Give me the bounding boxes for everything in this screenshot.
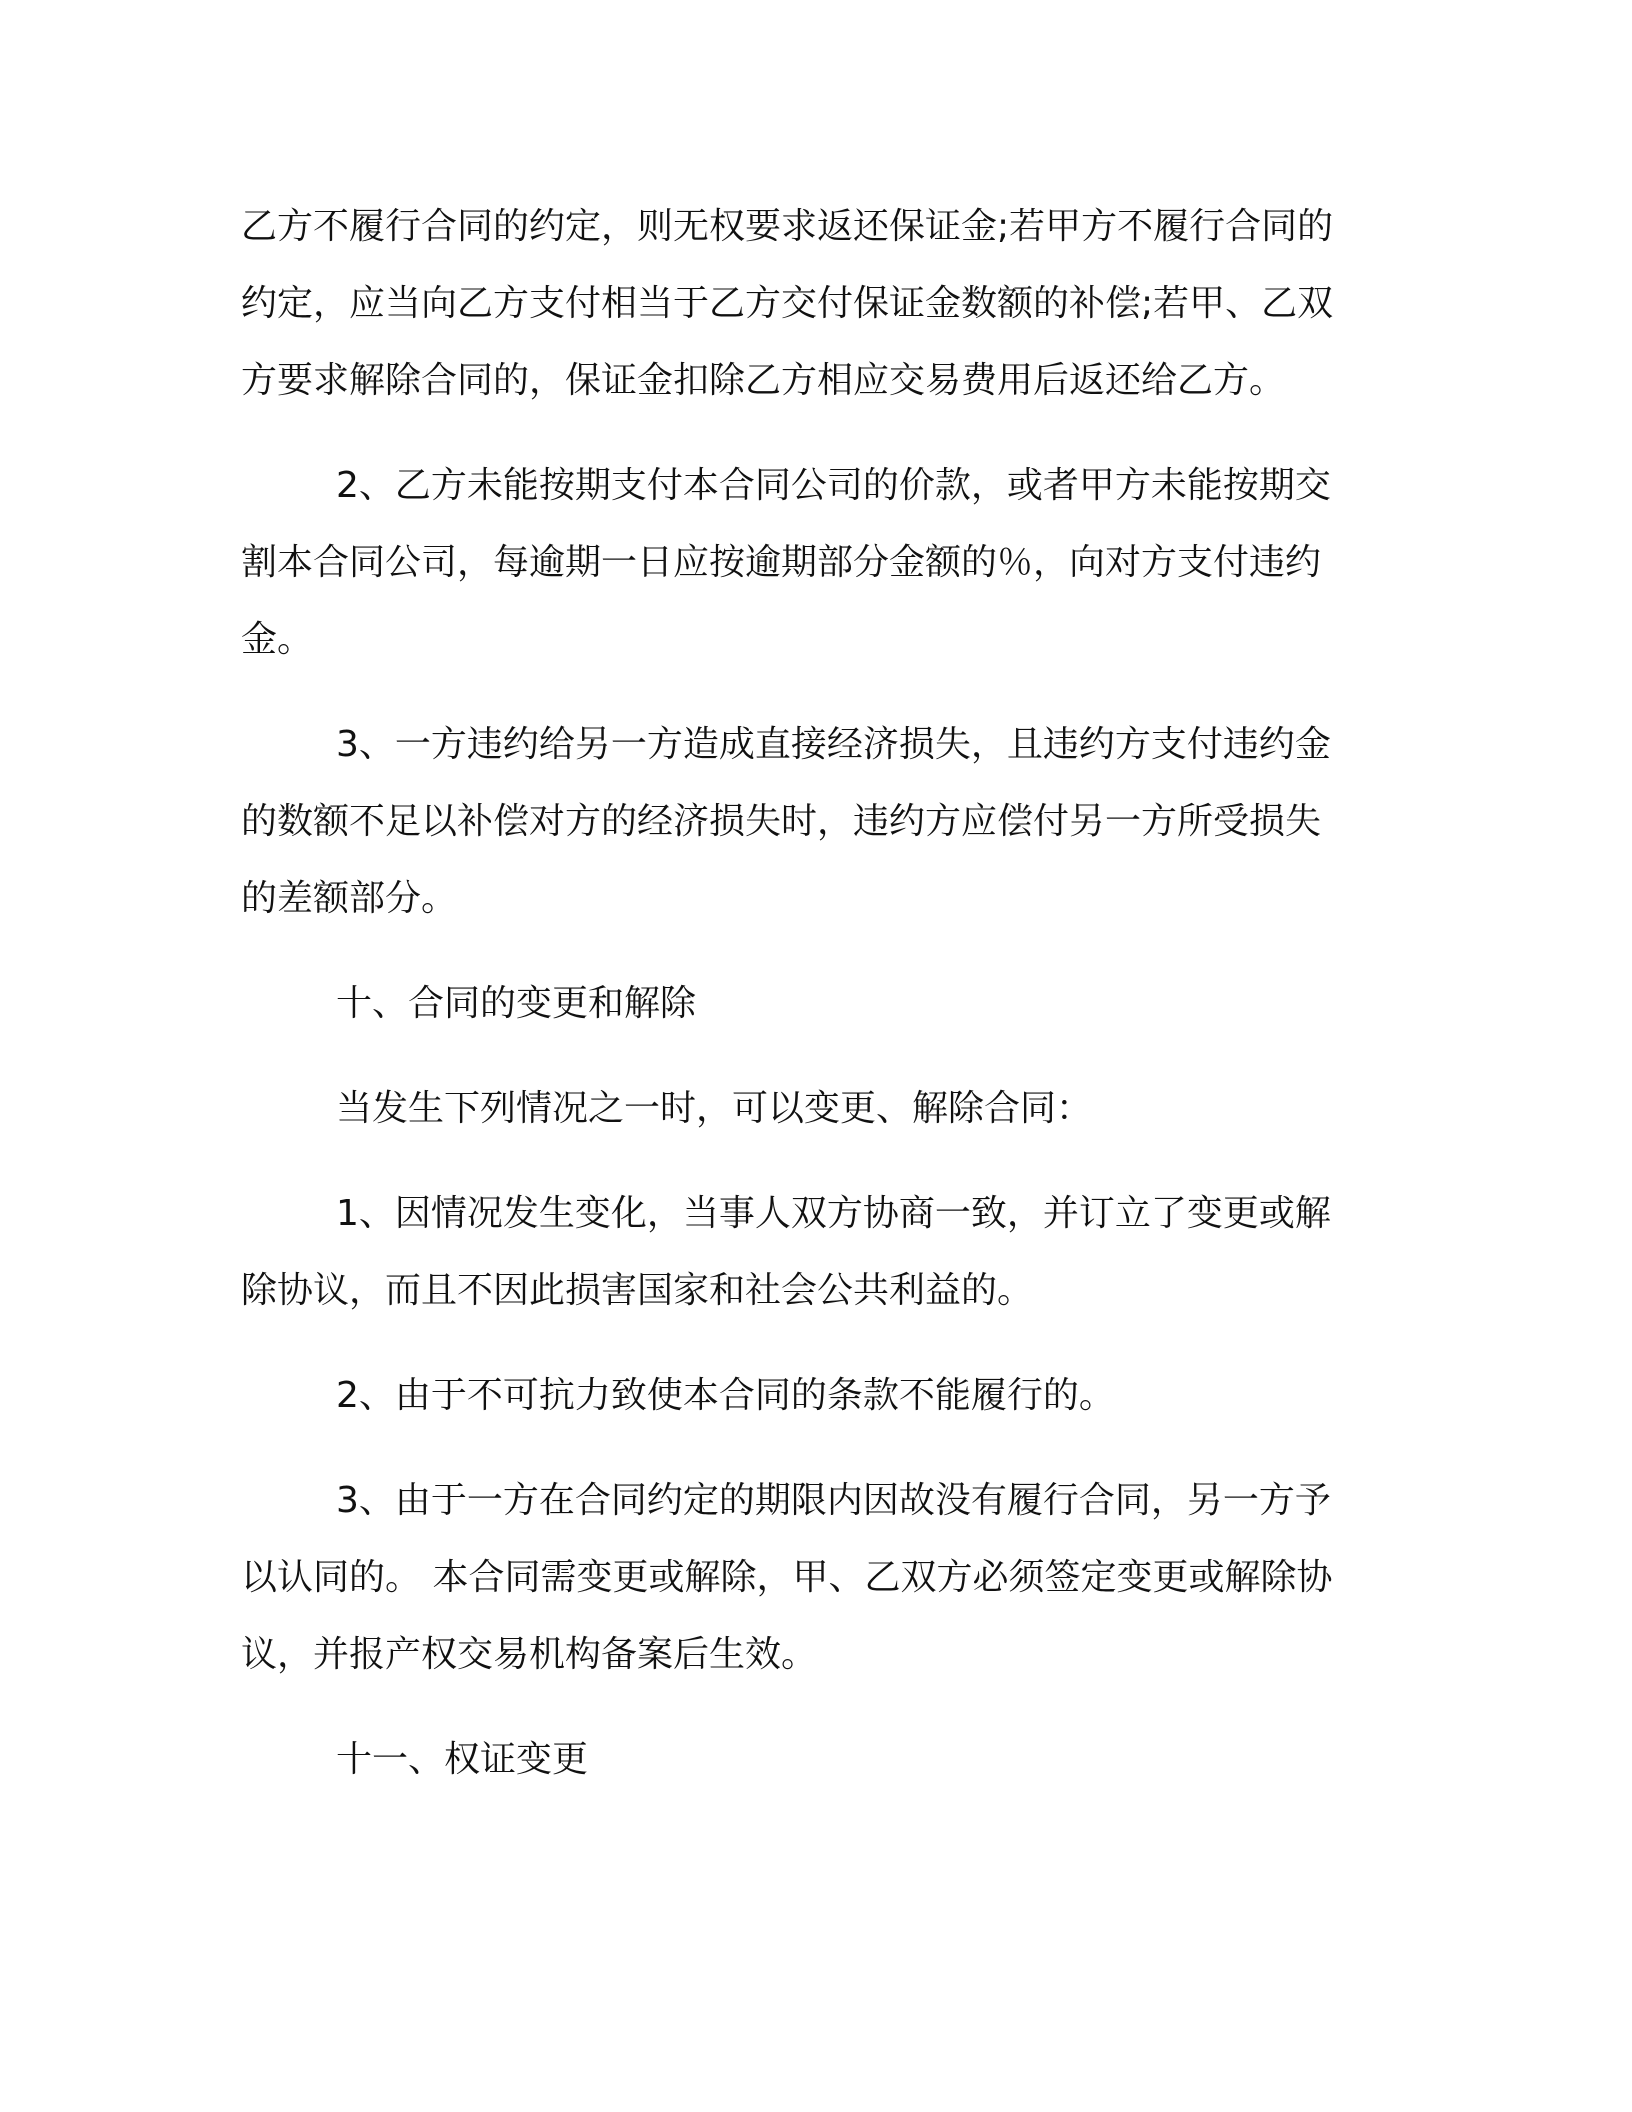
section-heading-contract-change (241, 965, 1371, 1042)
text-line: 2、由于不可抗力致使本合同的条款不能履行的。 (336, 1375, 1115, 1416)
text-line: 1、因情况发生变化，当事人双方协商一致，并订立了变更或解 (336, 1193, 1331, 1234)
text-line: 的差额部分。 (241, 878, 458, 919)
text-line: 方要求解除合同的，保证金扣除乙方相应交易费用后返还给乙方。 (241, 360, 1286, 401)
section-heading-title-change (241, 1721, 1371, 1798)
text-line: 2、乙方未能按期支付本合同公司的价款，或者甲方未能按期交 (336, 465, 1331, 506)
paragraph-change-conditions (241, 1070, 1371, 1147)
text-line: 3、由于一方在合同约定的期限内因故没有履行合同，另一方予 (336, 1480, 1331, 1521)
paragraph-deposit-terms (241, 188, 1371, 419)
text-line: 割本合同公司，每逾期一日应按逾期部分金额的％，向对方支付违约 (241, 542, 1322, 583)
section-heading: 十、合同的变更和解除 (336, 983, 697, 1024)
paragraph-condition-2 (241, 1357, 1371, 1434)
paragraph-condition-1 (241, 1175, 1371, 1329)
text-line: 除协议，而且不因此损害国家和社会公共利益的。 (241, 1270, 1034, 1311)
paragraph-condition-3 (241, 1462, 1371, 1693)
paragraph-economic-loss (241, 706, 1371, 937)
document-body (241, 188, 1371, 1798)
text-line: 乙方不履行合同的约定，则无权要求返还保证金;若甲方不履行合同的 (241, 206, 1334, 247)
section-heading: 十一、权证变更 (336, 1739, 589, 1780)
text-line: 的数额不足以补偿对方的经济损失时，违约方应偿付另一方所受损失 (241, 801, 1322, 842)
paragraph-late-payment (241, 447, 1371, 678)
text-line: 3、一方违约给另一方造成直接经济损失，且违约方支付违约金 (336, 724, 1331, 765)
text-line: 约定，应当向乙方支付相当于乙方交付保证金数额的补偿;若甲、乙双 (241, 283, 1334, 324)
text-line: 议，并报产权交易机构备案后生效。 (241, 1634, 818, 1675)
text-line: 金。 (241, 619, 314, 660)
text-line: 以认同的。 本合同需变更或解除，甲、乙双方必须签定变更或解除协 (241, 1557, 1333, 1598)
text-line: 当发生下列情况之一时，可以变更、解除合同： (336, 1088, 1093, 1129)
